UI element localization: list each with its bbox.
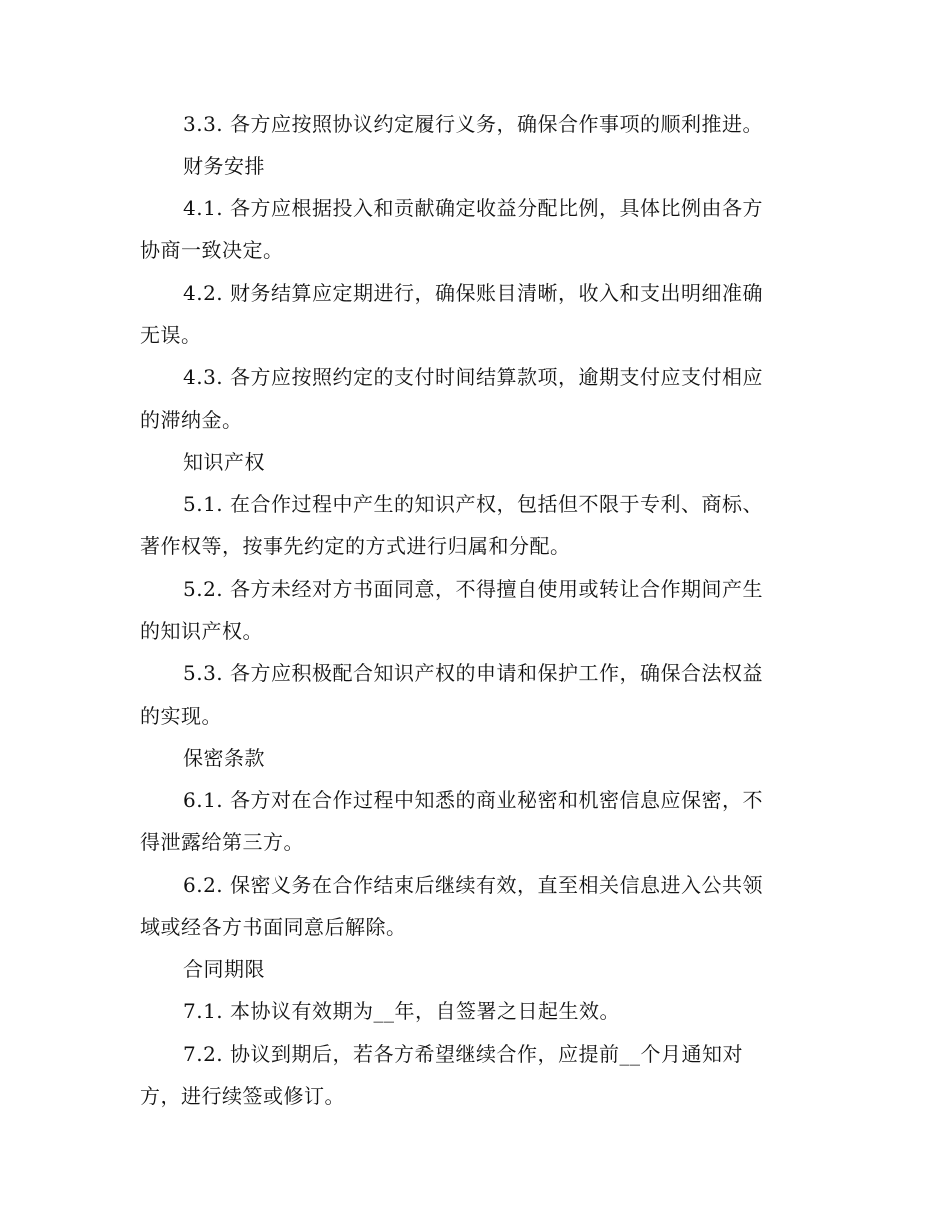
clause-6-2-line-2: 域或经各方书面同意后解除。 [140, 915, 407, 939]
clause-7-2-line-2: 方，进行续签或修订。 [140, 1084, 345, 1108]
clause-5-3-line-2: 的实现。 [140, 704, 222, 728]
clause-4-3-line-2: 的滞纳金。 [140, 408, 243, 432]
section-heading-term: 合同期限 [183, 957, 265, 981]
clause-5-3-line-1: 5.3. 各方应积极配合知识产权的申请和保护工作，确保合法权益 [183, 661, 764, 685]
clause-7-1-line-1: 7.1. 本协议有效期为__年，自签署之日起生效。 [183, 999, 621, 1023]
clause-6-1-line-2: 得泄露给第三方。 [140, 830, 304, 854]
section-heading-finance: 财务安排 [183, 154, 265, 178]
clause-4-2-line-1: 4.2. 财务结算应定期进行，确保账目清晰，收入和支出明细准确 [183, 281, 764, 305]
clause-5-2-line-1: 5.2. 各方未经对方书面同意，不得擅自使用或转让合作期间产生 [183, 577, 764, 601]
clause-4-2-line-2: 无误。 [140, 323, 202, 347]
section-heading-ip: 知识产权 [183, 450, 265, 474]
clause-7-2-line-1: 7.2. 协议到期后，若各方希望继续合作，应提前__个月通知对 [183, 1042, 744, 1066]
clause-6-2-line-1: 6.2. 保密义务在合作结束后继续有效，直至相关信息进入公共领 [183, 873, 764, 897]
clause-4-1-line-2: 协商一致决定。 [140, 238, 284, 262]
clause-4-1-line-1: 4.1. 各方应根据投入和贡献确定收益分配比例，具体比例由各方 [183, 196, 764, 220]
clause-5-2-line-2: 的知识产权。 [140, 619, 263, 643]
clause-5-1-line-2: 著作权等，按事先约定的方式进行归属和分配。 [140, 534, 571, 558]
clause-4-3-line-1: 4.3. 各方应按照约定的支付时间结算款项，逾期支付应支付相应 [183, 365, 764, 389]
clause-3-3-line-1: 3.3. 各方应按照协议约定履行义务，确保合作事项的顺利推进。 [183, 112, 764, 136]
clause-5-1-line-1: 5.1. 在合作过程中产生的知识产权，包括但不限于专利、商标、 [183, 492, 764, 516]
clause-6-1-line-1: 6.1. 各方对在合作过程中知悉的商业秘密和机密信息应保密，不 [183, 788, 764, 812]
section-heading-confidentiality: 保密条款 [183, 746, 265, 770]
